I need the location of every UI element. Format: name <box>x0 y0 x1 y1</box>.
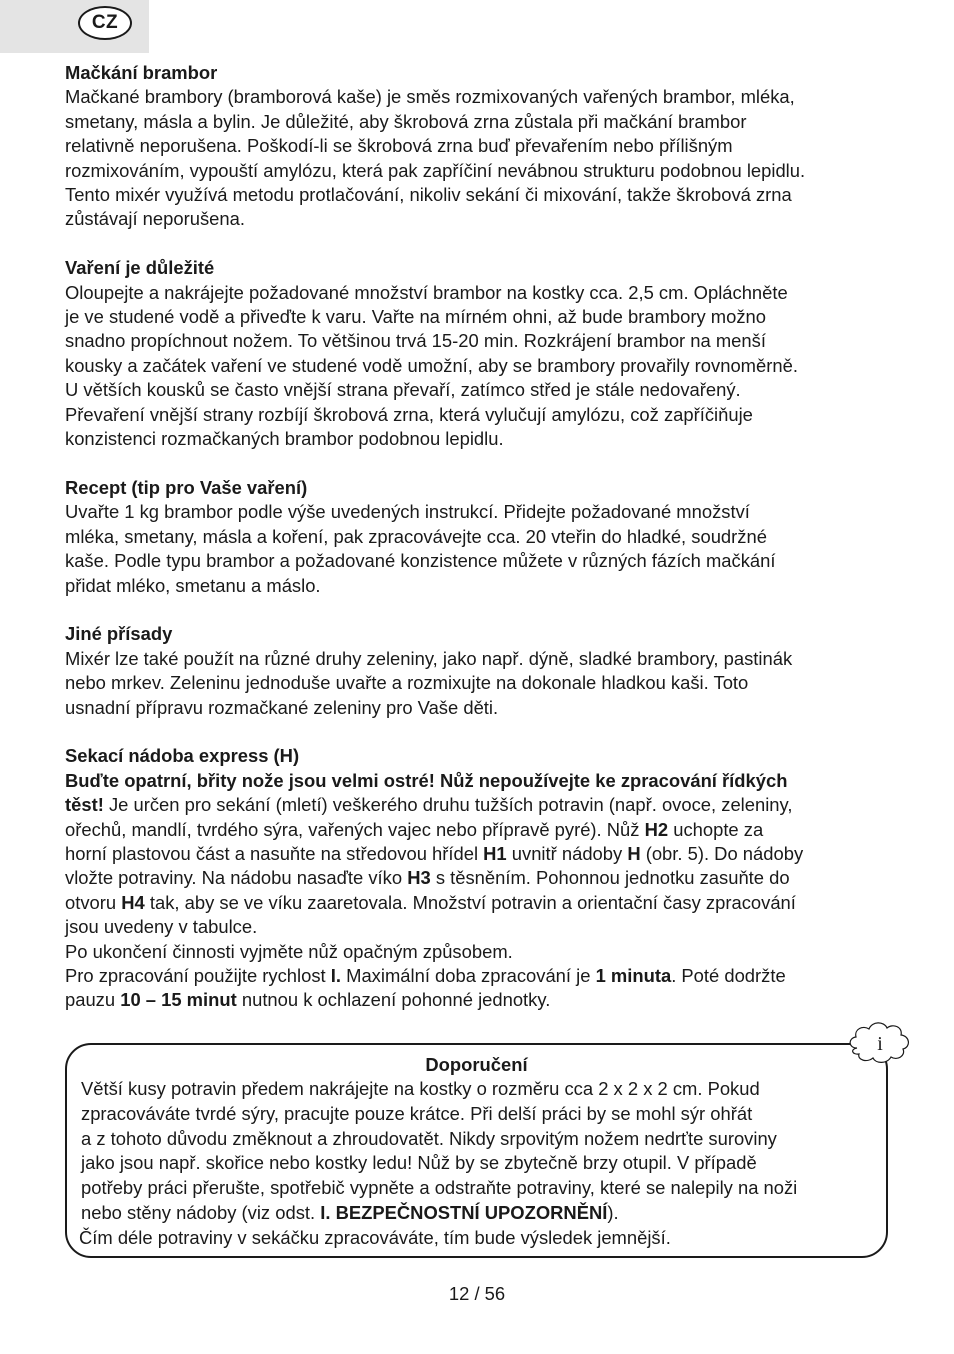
text-line: přidat mléko, smetanu a máslo. <box>65 574 321 596</box>
text-line: zpracováváte tvrdé sýry, pracujte pouze krátce. Při delší práci by se mohl sýr ohřát <box>81 1102 753 1124</box>
text-line: Tento mixér využívá metodu protlačování, nikoliv sekání či mixování, takže škrobová zrna <box>65 184 792 206</box>
text-span: s těsněním. Pohonnou jednotku zasuňte do <box>430 867 790 889</box>
language-badge: CZ <box>78 6 132 40</box>
part-ref-h1: H1 <box>483 842 507 864</box>
text-span: Pro zpracování použijte rychlost <box>65 964 331 986</box>
text-line: Větší kusy potravin předem nakrájejte na kostky o rozměru cca 2 x 2 x 2 cm. Pokud <box>81 1078 760 1099</box>
text-line: kaše. Podle typu brambor a požadované konzistence můžete v různých fázích mačkání <box>65 550 776 572</box>
text-span: uchopte za <box>668 818 764 840</box>
section-cooking <box>65 256 895 451</box>
section-heading: Recept (tip pro Vaše vaření) <box>65 476 308 498</box>
text-line: Po ukončení činnosti vyjměte nůž opačným způsobem. <box>65 940 513 962</box>
text-span: pauzu <box>65 989 121 1011</box>
text-line: usnadní přípravu rozmačkané zeleniny pro Vaše děti. <box>65 696 499 718</box>
language-tab <box>0 0 149 53</box>
section-other-ingredients <box>65 622 895 720</box>
text-line: potřeby práci přerušte, spotřebič vypněte a odstraňte potraviny, které se nalepily na noži <box>81 1177 798 1199</box>
text-line: Převaření vnější strany rozbíjí škrobová zrna, která vylučují amylózu, což zapříčiňuje <box>65 403 753 425</box>
info-letter: i <box>877 1033 883 1055</box>
text-line: kousky a začátek vaření ve studené vodě umožní, aby se brambory provařily rovnoměrně. <box>65 354 798 376</box>
text-line <box>65 818 895 842</box>
text-line: jako jsou např. skořice nebo kostky ledu! Nůž by se zbytečně brzy otupil. V případě <box>81 1152 757 1174</box>
text-line: je ve studené vodě a přiveďte k varu. Vařte na mírném ohni, až bude brambory možno <box>65 306 766 328</box>
manual-content <box>65 61 895 1037</box>
section-heading: Vaření je důležité <box>65 257 215 279</box>
text-line: U větších kousků se často vnější strana převaří, zatímco střed je stále nedovařený. <box>65 379 741 401</box>
speed-value: I. <box>330 964 342 986</box>
text-span: otvoru <box>65 891 122 913</box>
text-line <box>65 842 895 866</box>
text-line: zůstávají neporušena. <box>65 208 245 230</box>
text-line <box>65 866 895 890</box>
text-span: uvnitř nádoby <box>506 842 628 864</box>
part-ref-h3: H3 <box>407 867 431 889</box>
part-ref-h2: H2 <box>644 818 669 840</box>
recommendation-body <box>81 1077 891 1251</box>
text-line: rozmixováním, vypouští amylózu, která pak zapříčiní nevábnou strukturu podobnou lepidlu. <box>65 159 806 181</box>
part-ref-h4: H4 <box>121 891 145 913</box>
text-line: Oloupejte a nakrájejte požadované množství brambor na kostky cca. 2,5 cm. Opláchněte <box>65 281 788 303</box>
section-recipe <box>65 476 895 598</box>
page-number: 12 / 56 <box>448 1283 506 1304</box>
text-line: smetany, másla a bylin. Je důležité, aby škrobová zrna zůstala při mačkání brambor <box>65 110 747 132</box>
text-line <box>81 1201 891 1226</box>
text-line: snadno propíchnout nožem. To většinou trvá 15-20 min. Rozkrájení brambor na menší <box>65 330 766 352</box>
warning-word: těst! <box>65 794 104 816</box>
text-span: horní plastovou část a nasuňte na středovou hřídel <box>65 842 484 864</box>
text-span: nebo stěny nádoby (viz odst. <box>81 1201 321 1223</box>
text-line <box>65 988 895 1012</box>
text-line: konzistenci rozmačkaných brambor podobnou lepidlu. <box>65 428 504 450</box>
text-span: (obr. 5). Do nádoby <box>640 842 804 864</box>
text-span: tak, aby se ve víku zaaretovala. Množství potravin a orientační časy zpracování <box>144 891 796 913</box>
text-line: mléka, smetany, másla a koření, pak zpracovávejte cca. 20 vteřin do hladké, soudržné <box>65 525 767 547</box>
text-span: vložte potraviny. Na nádobu nasaďte víko <box>65 867 408 889</box>
text-line: Mixér lze také použít na různé druhy zeleniny, jako např. dýně, sladké brambory, pastinák <box>65 647 793 669</box>
text-line <box>65 891 895 915</box>
section-mashing <box>65 61 895 232</box>
text-line: Čím déle potraviny v sekáčku zpracováváte, tím bude výsledek jemnější. <box>79 1226 671 1248</box>
recommendation-title: Doporučení <box>425 1054 528 1075</box>
safety-section-ref: I. BEZPEČNOSTNÍ UPOZORNĚNÍ <box>320 1201 608 1223</box>
warning-line: Buďte opatrní, břity nože jsou velmi ostré! Nůž nepoužívejte ke zpracování řídkých <box>65 769 788 791</box>
text-span: Maximální doba zpracování je <box>341 964 596 986</box>
recommendation-box <box>65 1043 888 1258</box>
section-heading: Jiné přísady <box>65 623 173 645</box>
text-span: nutnou k ochlazení pohonné jednotky. <box>236 989 551 1011</box>
section-chopper <box>65 744 895 1012</box>
part-ref-h: H <box>627 842 641 864</box>
text-line <box>65 793 895 817</box>
text-line: Uvařte 1 kg brambor podle výše uvedených instrukcí. Přidejte požadované množství <box>65 501 750 523</box>
text-line: jsou uvedeny v tabulce. <box>65 916 258 938</box>
section-heading: Sekací nádoba express (H) <box>65 745 300 767</box>
text-span: Je určen pro sekání (mletí) veškerého druhu tužších potravin (např. ovoce, zeleniny, <box>103 794 793 816</box>
text-line: a z tohoto důvodu změknout a zhroudovatět. Nikdy srpovitým nožem nedrťte suroviny <box>81 1127 777 1149</box>
text-line: Mačkané brambory (bramborová kaše) je směs rozmixovaných vařených brambor, mléka, <box>65 86 795 108</box>
text-span: ořechů, mandlí, tvrdého sýra, vařených vajec nebo přípravě pyré). Nůž <box>65 818 645 840</box>
section-heading: Mačkání brambor <box>65 62 218 83</box>
max-time-value: 1 minuta <box>595 964 672 986</box>
text-span: . Poté dodržte <box>671 964 786 986</box>
text-line: nebo mrkev. Zeleninu jednoduše uvařte a rozmixujte na dokonale hladkou kaši. Toto <box>65 672 749 694</box>
info-cloud-icon <box>845 1018 911 1068</box>
pause-value: 10 – 15 minut <box>120 989 237 1011</box>
text-span: ). <box>607 1201 619 1223</box>
text-line: relativně neporušena. Poškodí-li se škrobová zrna buď převařením nebo přílišným <box>65 135 733 157</box>
text-line <box>65 964 895 988</box>
